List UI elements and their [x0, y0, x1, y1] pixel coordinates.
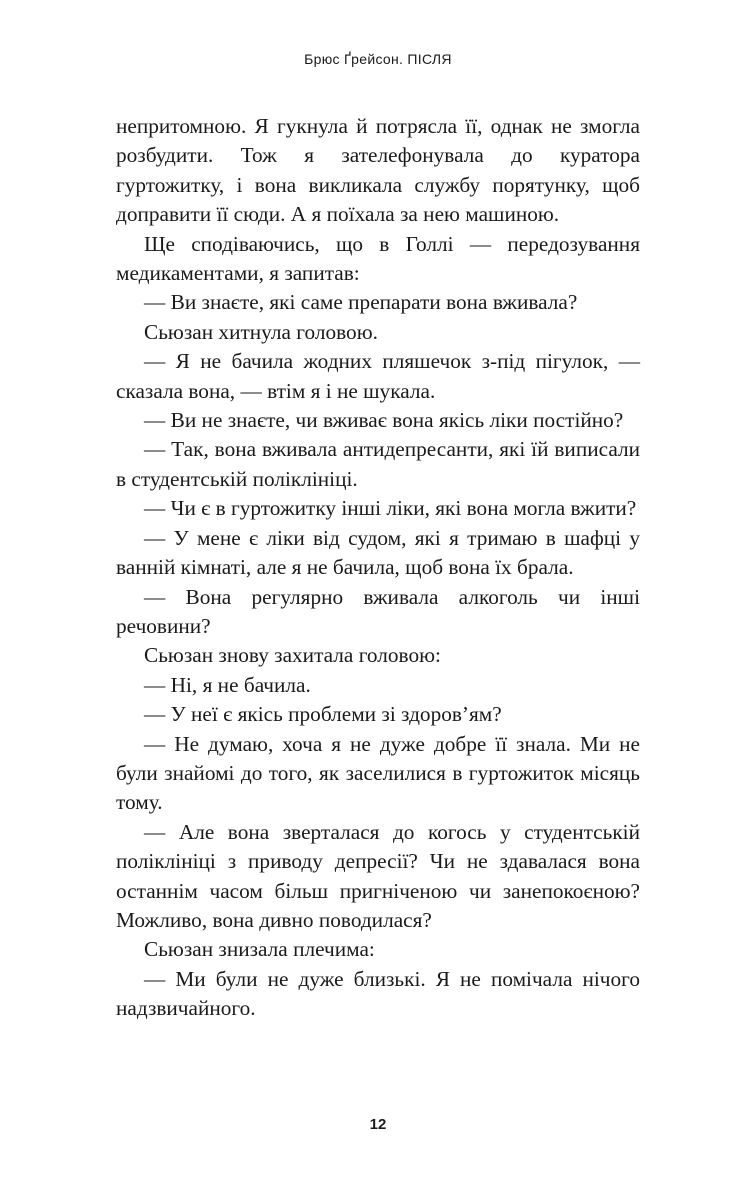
running-header: Брюс Ґрейсон. ПІСЛЯ	[304, 51, 452, 67]
paragraph: — У мене є ліки від судом, які я тримаю в шафці у ванній кімнаті, але я не бачила, щоб вона їх брала.	[116, 525, 640, 580]
paragraph: — Ви не знаєте, чи вживає вона якісь ліки постійно?	[144, 408, 624, 433]
paragraph: — Ми були не дуже близькі. Я не помічала нічого надзвичайного.	[116, 966, 640, 1021]
paragraph: — Не думаю, хоча я не дуже добре її знала. Ми не були знайомі до того, як заселилися в гуртожиток місяць тому.	[116, 731, 640, 815]
paragraph: — Вона регулярно вживала алкоголь чи інші речовини?	[116, 584, 640, 638]
paragraph: — Ні, я не бачила.	[144, 672, 311, 697]
paragraph: Ще сподіваючись, що в Голлі — передозування медикаментами, я запитав:	[116, 231, 640, 286]
body-text	[116, 112, 640, 1024]
paragraph: — Але вона зверталася до когось у студентській поліклініці з приводу депресії? Чи не здавалася вона останнім часом більш пригніченою чи занепокоєною? Можливо, вона дивно поводилася?	[116, 819, 640, 932]
paragraph: — Я не бачила жодних пляшечок з-під пігулок, — сказала вона, — втім я і не шукала.	[116, 349, 640, 403]
paragraph: Сьюзан хитнула головою.	[144, 319, 378, 344]
paragraph: непритомною. Я гукнула й потрясла її, однак не змогла розбудити. Тож я зателефонувала до куратора гуртожитку, і вона викликала службу порятунку, щоб доправити її сюди. А я поїхала за нею машиною.	[116, 114, 640, 227]
paragraph: — Так, вона вживала антидепресанти, які їй виписали в студентській поліклініці.	[116, 437, 640, 491]
paragraph: — Чи є в гуртожитку інші ліки, які вона могла вжити?	[144, 496, 637, 521]
paragraph: — Ви знаєте, які саме препарати вона вживала?	[144, 290, 578, 315]
paragraph: Сьюзан знизала плечима:	[144, 937, 375, 962]
page-number: 12	[369, 1116, 387, 1133]
paragraph: Сьюзан знову захитала головою:	[144, 643, 441, 668]
paragraph: — У неї є якісь проблеми зі здоров’ям?	[144, 702, 502, 727]
